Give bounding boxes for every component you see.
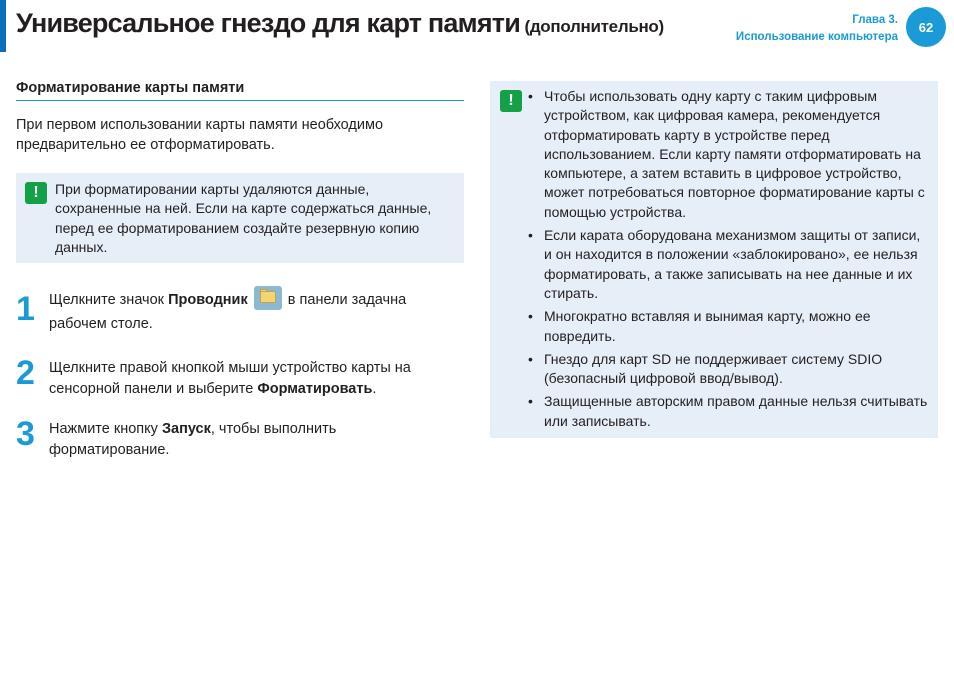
step-text-bold: Форматировать xyxy=(257,381,373,397)
step-number: 2 xyxy=(16,354,35,392)
list-item: • Многократно вставляя и вынимая карту, можно ее повредить. xyxy=(544,307,928,346)
note-box-left xyxy=(16,173,464,263)
chapter-label xyxy=(736,12,898,46)
step-number: 1 xyxy=(16,290,35,328)
page-title-suffix: (дополнительно) xyxy=(524,17,664,36)
page-number-badge: 62 xyxy=(906,7,946,47)
note-box-right xyxy=(490,81,938,438)
step-text-before: Нажмите кнопку xyxy=(49,421,162,437)
step-text-before: Щелкните правой кнопкой мыши устройство карты на сенсорной панели и выберите xyxy=(49,360,411,397)
step-text-before: Щелкните значок xyxy=(49,292,169,308)
step-text-after: , чтобы выполнить форматирование. xyxy=(49,421,337,458)
list-item: • Если карата оборудована механизмом защиты от записи, и он находится в положении «заблокировано», ее нельзя форматировать, а также записывать на нее данные и их стирать. xyxy=(544,226,928,303)
warning-icon: ! xyxy=(25,182,47,204)
step-text xyxy=(49,288,454,336)
step-text-bold: Запуск xyxy=(161,421,211,437)
step-text-bold: Проводник xyxy=(168,292,248,308)
section-intro: При первом использовании карты памяти необходимо предварительно ее отформатировать. xyxy=(16,117,384,153)
list-item: • Гнездо для карт SD не поддерживает систему SDIO (безопасный цифровой ввод/вывод). xyxy=(544,350,928,389)
chapter-number: Глава 3. xyxy=(852,14,898,26)
list-item: • Чтобы использовать одну карту с таким цифровым устройством, как цифровая камера, рекомендуется отформатировать карту в устройстве перед использованием. Если карту памяти отформатировать на компьютере, а затем вставить в цифровое устройство, может потребоваться повторное форматирование карты с помощью устройства. xyxy=(544,87,928,222)
warning-icon: ! xyxy=(500,90,522,112)
list-item: • Защищенные авторским правом данные нельзя считывать или записывать. xyxy=(544,392,928,431)
chapter-title: Использование компьютера xyxy=(735,31,898,43)
note-left-text: При форматировании карты удаляются данные, сохраненные на ней. Если на карте содержаться данные, перед ее форматированием создайте резервную копию данных. xyxy=(55,181,432,255)
step-text xyxy=(49,358,454,400)
note-right-list xyxy=(544,87,928,431)
page-title xyxy=(16,8,664,39)
explorer-icon xyxy=(254,286,282,310)
page-title-main: Универсальное гнездо для карт памяти xyxy=(16,8,520,38)
step-text xyxy=(49,419,454,461)
step-text-after: в панели задачна рабочем столе. xyxy=(49,292,407,332)
step-text-after: . xyxy=(372,381,377,397)
header-accent-bar xyxy=(0,0,6,52)
section-heading: Форматирование карты памяти xyxy=(16,80,464,101)
step-number: 3 xyxy=(16,415,35,453)
